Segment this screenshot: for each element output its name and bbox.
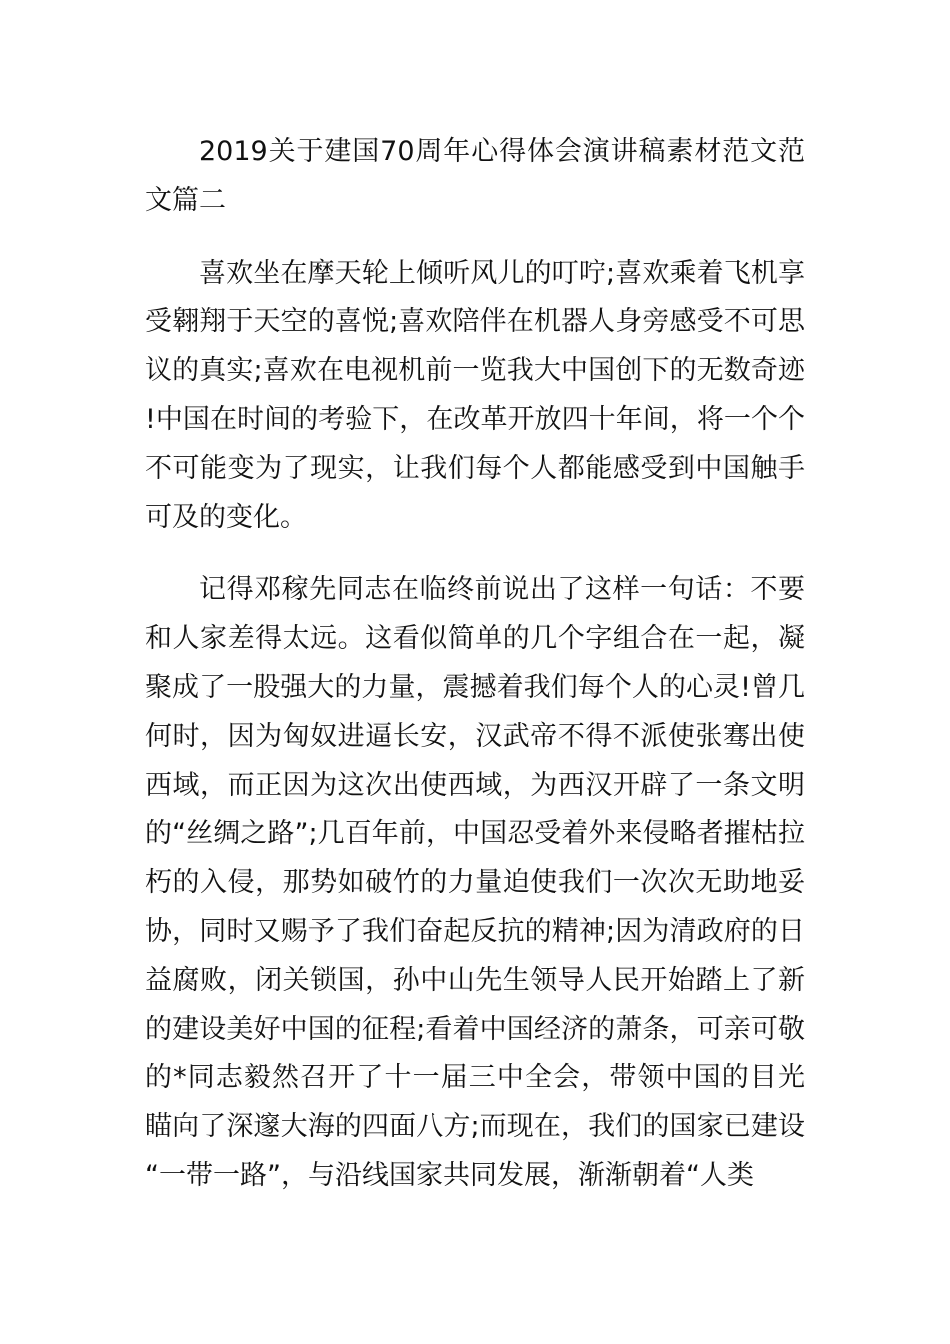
document-body	[145, 128, 805, 1201]
paragraph-1: 喜欢坐在摩天轮上倾听风儿的叮咛;喜欢乘着飞机享受翱翔于天空的喜悦;喜欢陪伴在机器人身旁感受不可思议的真实;喜欢在电视机前一览我大中国创下的无数奇迹!中国在时间的考验下，在改革开放四十年间，将一个个不可能变为了现实，让我们每个人都能感受到中国触手可及的变化。	[145, 257, 805, 533]
document-title: 2019关于建国70周年心得体会演讲稿素材范文范文篇二	[145, 136, 805, 216]
paragraph-2: 记得邓稼先同志在临终前说出了这样一句话：不要和人家差得太远。这看似简单的几个字组合在一起，凝聚成了一股强大的力量，震撼着我们每个人的心灵!曾几何时，因为匈奴进逼长安，汉武帝不得不派使张骞出使西域，而正因为这次出使西域，为西汉开辟了一条文明的“丝绸之路”;几百年前，中国忍受着外来侵略者摧枯拉朽的入侵，那势如破竹的力量迫使我们一次次无助地妥协，同时又赐予了我们奋起反抗的精神;因为清政府的日益腐败，闭关锁国，孙中山先生领导人民开始踏上了新的建设美好中国的征程;看着中国经济的萧条，可亲可敬的*同志毅然召开了十一届三中全会，带领中国的目光瞄向了深邃大海的四面八方;而现在，我们的国家已建设“一带一路”，与沿线国家共同发展，渐渐朝着“人类	[145, 574, 805, 1191]
